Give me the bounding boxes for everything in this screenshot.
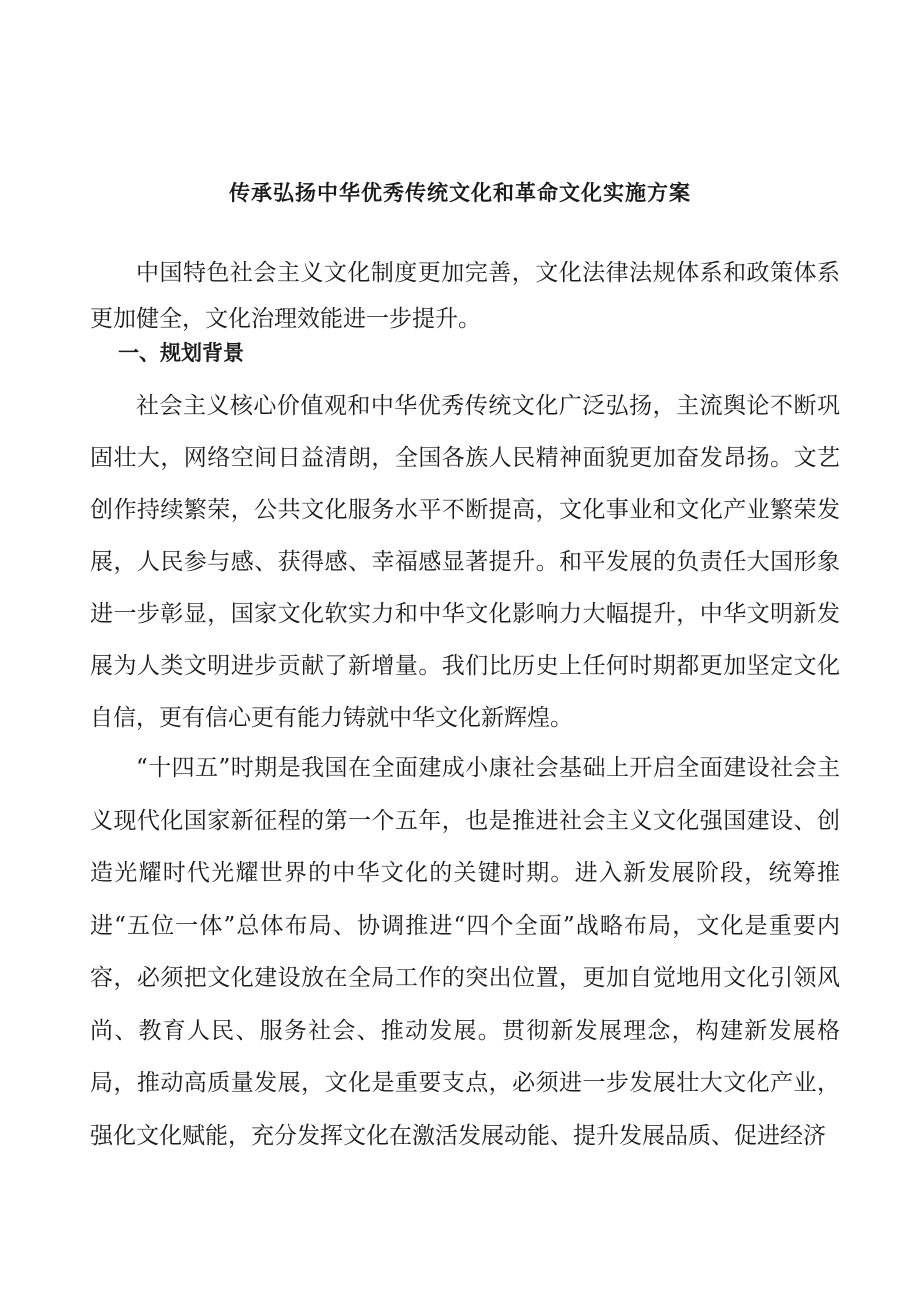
body-paragraph-1: 社会主义核心价值观和中华优秀传统文化广泛弘扬，主流舆论不断巩固壮大，网络空间日益清朗，全国各族人民精神面貌更加奋发昂扬。文艺创作持续繁荣，公共文化服务水平不断提高，文化事业和文化产业繁荣发展，人民参与感、获得感、幸福感显著提升。和平发展的负责任大国形象进一步彰显，国家文化软实力和中华文化影响力大幅提升，中华文明新发展为人类文明进步贡献了新增量。我们比历史上任何时期都更加坚定文化自信，更有信心更有能力铸就中华文化新辉煌。 — [90, 393, 840, 731]
body-paragraph-2: “十四五”时期是我国在全面建成小康社会基础上开启全面建设社会主义现代化国家新征程的第一个五年，也是推进社会主义文化强国建设、创造光耀时代光耀世界的中华文化的关键时期。进入新发展阶段，统筹推进“五位一体”总体布局、协调推进“四个全面”战略布局，文化是重要内容，必须把文化建设放在全局工作的突出位置，更加自觉地用文化引领风尚、教育人民、服务社会、推动发展。贯彻新发展理念，构建新发展格局，推动高质量发展，文化是重要支点，必须进一步发展壮大文化产业，强化文化赋能，充分发挥文化在激活发展动能、提升发展品质、促进经济 — [90, 755, 840, 1149]
document-title: 传承弘扬中华优秀传统文化和革命文化实施方案 — [229, 180, 691, 205]
intro-paragraph: 中国特色社会主义文化制度更加完善，文化法律法规体系和政策体系更加健全，文化治理效能进一步提升。 — [90, 260, 840, 332]
section-heading: 一、规划背景 — [118, 340, 244, 365]
